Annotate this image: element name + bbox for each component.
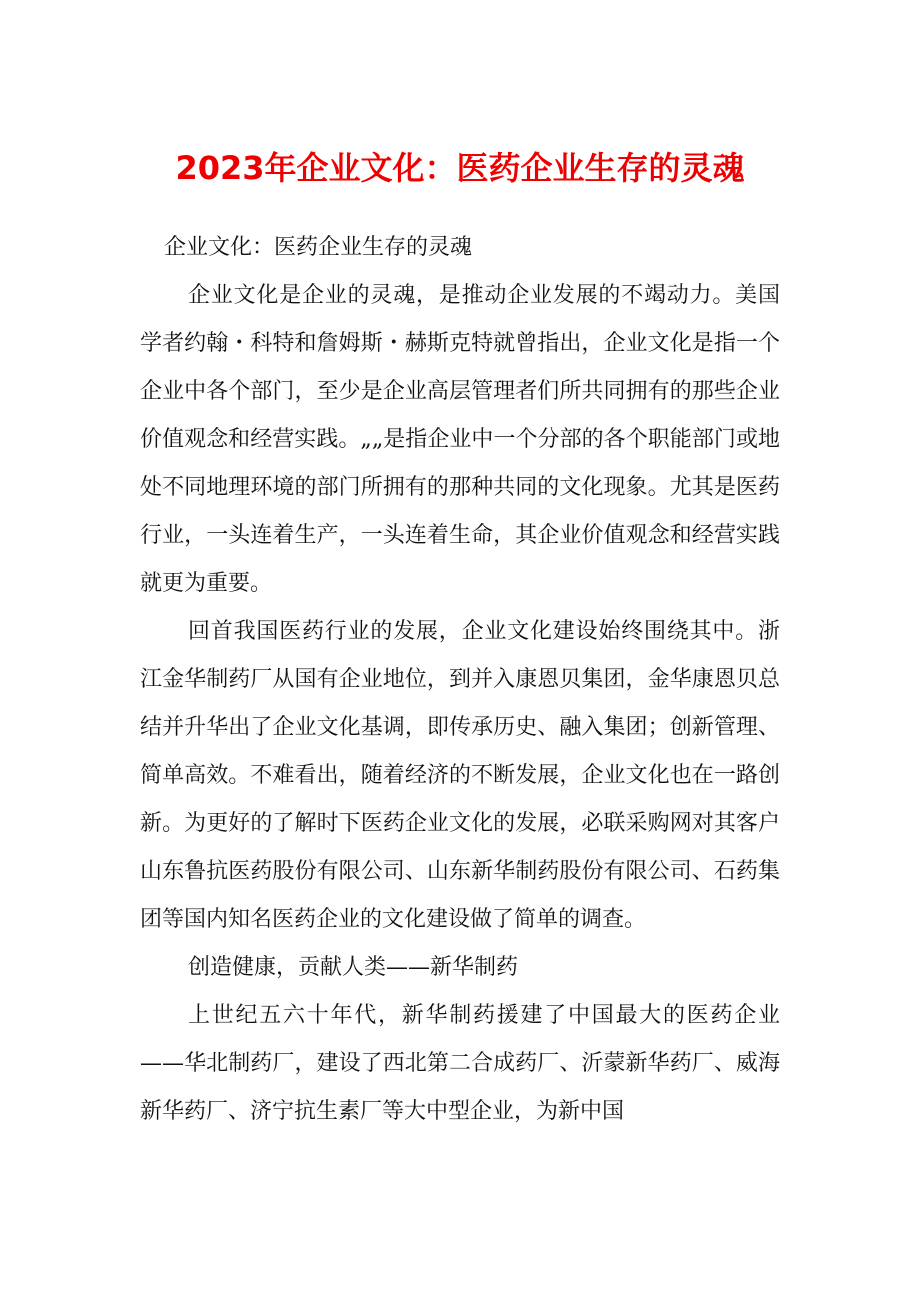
document-body <box>140 224 780 1136</box>
paragraph-history: 回首我国医药行业的发展，企业文化建设始终围绕其中。浙江金华制药厂从国有企业地位，到并入康恩贝集团，金华康恩贝总结并升华出了企业文化基调，即传承历史、融入集团；创新管理、简单高效。不难看出，随着经济的不断发展，企业文化也在一路创新。为更好的了解时下医药企业文化的发展，必联采购网对其客户山东鲁抗医药股份有限公司、山东新华制药股份有限公司、石药集团等国内知名医药企业的文化建设做了简单的调查。 <box>140 619 780 932</box>
paragraph-intro: 企业文化是企业的灵魂，是推动企业发展的不竭动力。美国学者约翰・科特和詹姆斯・赫斯克特就曾指出，企业文化是指一个企业中各个部门，至少是企业高层管理者们所共同拥有的那些企业价值观念和经营实践。„„是指企业中一个分部的各个职能部门或地处不同地理环境的部门所拥有的那种共同的文化现象。尤其是医药行业，一头连着生产，一头连着生命，其企业价值观念和经营实践就更为重要。 <box>140 283 780 596</box>
document-subtitle: 企业文化：医药企业生存的灵魂 <box>164 235 473 260</box>
section-heading-xinhua: 创造健康，贡献人类——新华制药 <box>188 955 519 980</box>
paragraph-xinhua: 上世纪五六十年代，新华制药援建了中国最大的医药企业——华北制药厂，建设了西北第二合成药厂、沂蒙新华药厂、威海新华药厂、济宁抗生素厂等大中型企业，为新中国 <box>140 1003 780 1124</box>
document-title: 2023年企业文化：医药企业生存的灵魂 <box>175 149 745 187</box>
